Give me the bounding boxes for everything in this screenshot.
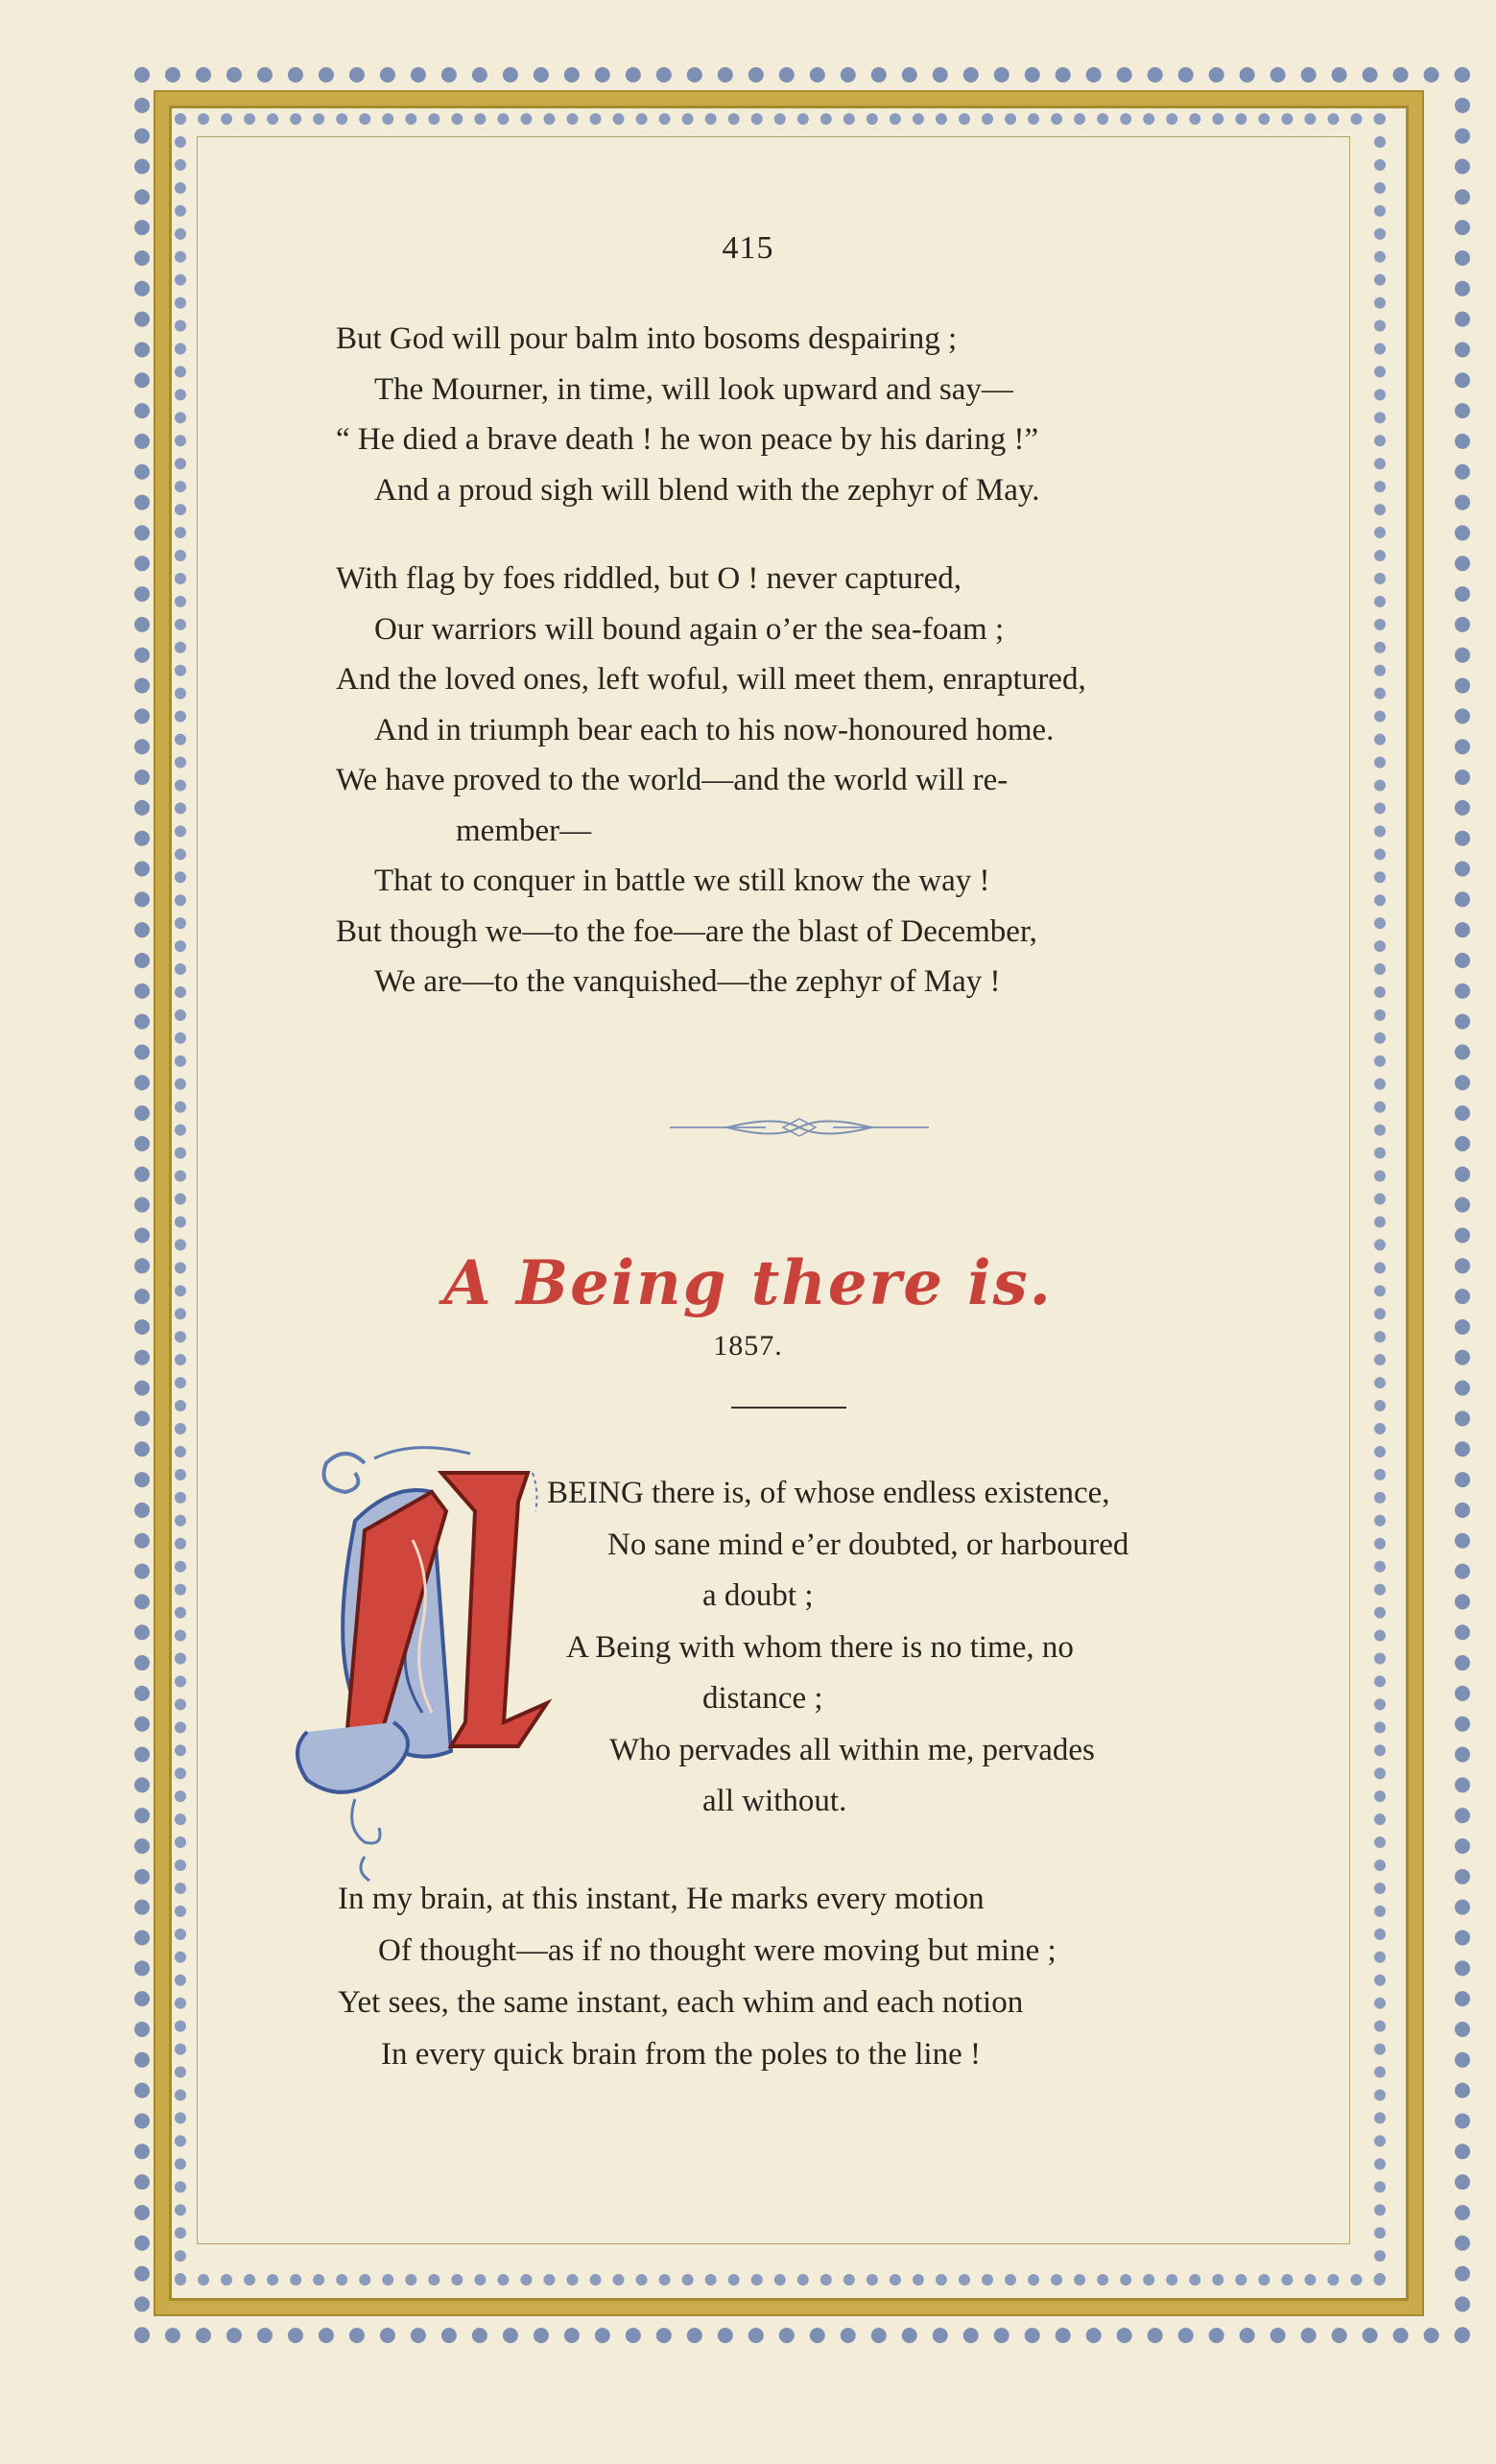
verse-line: And the loved ones, left woful, will meet them, enraptured, bbox=[336, 662, 1086, 697]
verse-line: Who pervades all within me, pervades bbox=[609, 1732, 1095, 1767]
verse-line: With flag by foes riddled, but O ! never captured, bbox=[336, 561, 962, 596]
verse-line: a doubt ; bbox=[702, 1578, 814, 1613]
verse-line: And a proud sigh will blend with the zephyr of May. bbox=[374, 472, 1040, 508]
title-rule bbox=[731, 1407, 846, 1409]
verse-line: But God will pour balm into bosoms despairing ; bbox=[336, 321, 958, 356]
stanza-3 bbox=[537, 1468, 1128, 1828]
stanza-2 bbox=[336, 554, 1295, 1007]
verse-line: No sane mind e’er doubted, or harboured bbox=[607, 1527, 1129, 1562]
stanza-4 bbox=[338, 1873, 1057, 2080]
verse-line: member— bbox=[456, 813, 592, 848]
verse-line: In every quick brain from the poles to the line ! bbox=[381, 2037, 981, 2072]
ornamental-divider bbox=[670, 1113, 929, 1142]
verse-line: We are—to the vanquished—the zephyr of May ! bbox=[374, 964, 1001, 999]
verse-line: We have proved to the world—and the world will re- bbox=[336, 763, 1009, 797]
illuminated-dropcap bbox=[288, 1434, 576, 1885]
stanza-1 bbox=[336, 314, 1295, 515]
poem-year: 1857. bbox=[713, 1330, 783, 1362]
verse-line: That to conquer in battle we still know the way ! bbox=[374, 864, 990, 898]
page-number: 415 bbox=[722, 230, 774, 266]
verse-line: Of thought—as if no thought were moving but mine ; bbox=[378, 1933, 1057, 1968]
verse-line: And in triumph bear each to his now-honoured home. bbox=[374, 712, 1055, 747]
verse-line: But though we—to the foe—are the blast of December, bbox=[336, 913, 1037, 949]
poem-title: A Being there is. bbox=[443, 1247, 1053, 1319]
verse-line: distance ; bbox=[702, 1681, 823, 1716]
verse-line: Yet sees, the same instant, each whim and each notion bbox=[338, 1985, 1024, 2020]
verse-line: BEING there is, of whose endless existence, bbox=[547, 1476, 1110, 1510]
verse-line: Our warriors will bound again o’er the sea-foam ; bbox=[374, 611, 1005, 647]
verse-line: all without. bbox=[702, 1784, 847, 1818]
verse-line: In my brain, at this instant, He marks every motion bbox=[338, 1882, 985, 1916]
verse-line: “ He died a brave death ! he won peace by his daring !” bbox=[336, 422, 1039, 457]
verse-line: The Mourner, in time, will look upward and say— bbox=[374, 371, 1013, 407]
verse-line: A Being with whom there is no time, no bbox=[566, 1629, 1074, 1665]
